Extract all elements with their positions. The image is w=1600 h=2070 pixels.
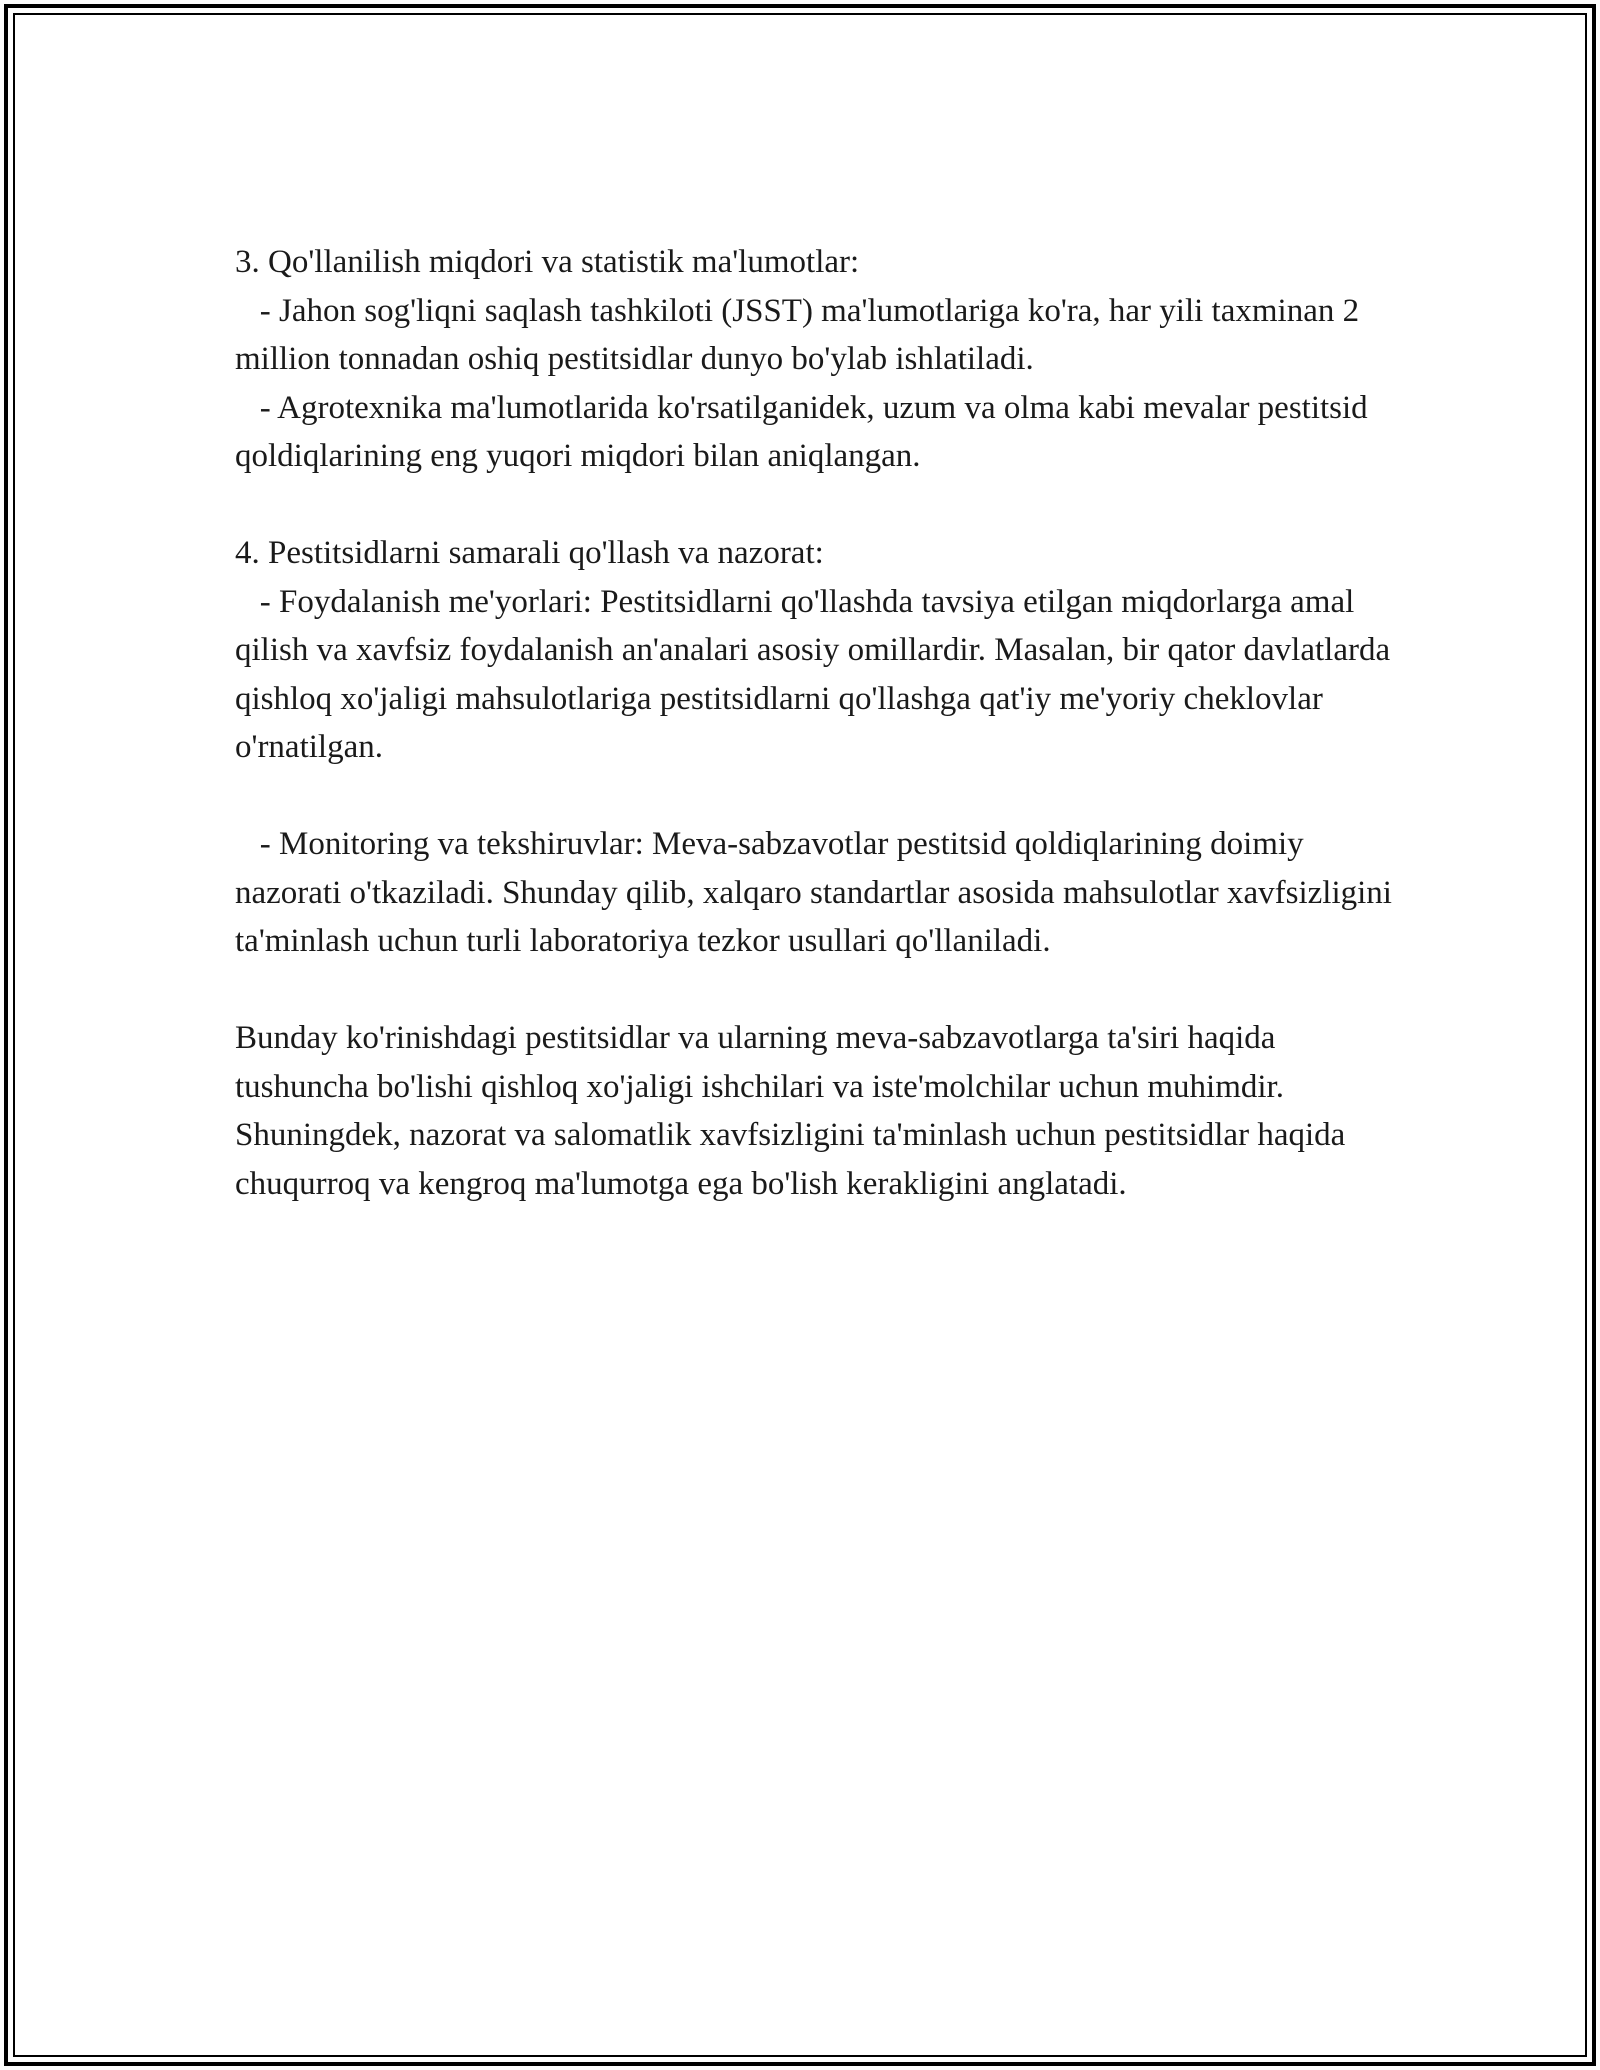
document-body [235,238,1415,1208]
section-3-heading: 3. Qo'llanilish miqdori va statistik ma'lumotlar: [235,244,860,280]
section-3-item-jsst: - Jahon sog'liqni saqlash tashkiloti (JSST) ma'lumotlariga ko'ra, har yili taxminan 2 million tonnadan oshiq pestitsidlar dunyo bo'ylab ishlatiladi. [235,292,1368,377]
paragraph-spacer [235,966,1415,1015]
paragraph-spacer [235,772,1415,821]
paragraph-spacer [235,481,1415,530]
section-4-item-foydalanish: - Foydalanish me'yorlari: Pestitsidlarni qo'llashda tavsiya etilgan miqdorlarga amal qilish va xavfsiz foydalanish an'analari asosiy omillardir. Masalan, bir qator davlatlarda qishloq xo'jaligi mahsulotlariga pestitsidlarni qo'llashga qat'iy me'yoriy cheklovlar o'rnatilgan. [235,583,1399,765]
conclusion-paragraph: Bunday ko'rinishdagi pestitsidlar va ularning meva-sabzavotlarga ta'siri haqida tushuncha bo'lishi qishloq xo'jaligi ishchilari va iste'molchilar uchun muhimdir. Shuningdek, nazorat va salomatlik xavfsizligini ta'minlash uchun pestitsidlar haqida chuqurroq va kengroq ma'lumotga ega bo'lish kerakligini anglatadi. [235,1020,1354,1202]
section-4-item-monitoring: - Monitoring va tekshiruvlar: Meva-sabzavotlar pestitsid qoldiqlarining doimiy nazorati o'tkaziladi. Shunday qilib, xalqaro standartlar asosida mahsulotlar xavfsizligini ta'minlash uchun turli laboratoriya tezkor usullari qo'llaniladi. [235,826,1401,959]
section-3-item-agrotexnika: - Agrotexnika ma'lumotlarida ko'rsatilganidek, uzum va olma kabi mevalar pestitsid qoldiqlarining eng yuqori miqdori bilan aniqlangan. [235,389,1376,474]
section-4-heading: 4. Pestitsidlarni samarali qo'llash va nazorat: [235,535,824,571]
